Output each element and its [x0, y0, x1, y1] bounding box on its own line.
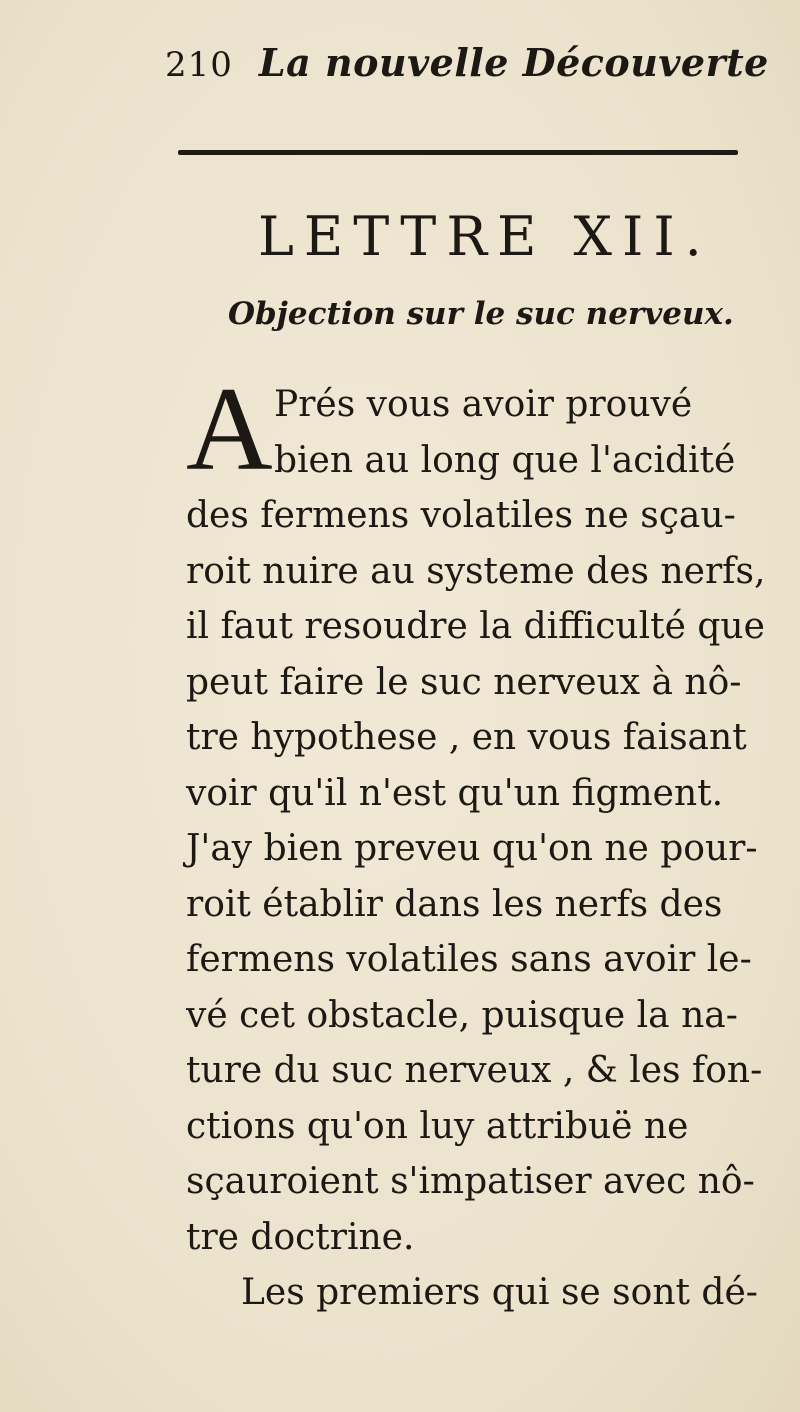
text-line: bien au long que l'acidité: [274, 439, 736, 481]
text-line: voir qu'il n'est qu'un figment.: [186, 772, 724, 814]
text-line: peut faire le suc nerveux à nô-: [186, 661, 742, 703]
text-line: vé cet obstacle, puisque la na-: [186, 994, 738, 1036]
text-line: roit nuire au systeme des nerfs,: [186, 550, 766, 592]
running-head: [165, 40, 769, 100]
header-rule: [178, 150, 738, 155]
page-number: 210: [165, 45, 233, 85]
drop-cap: A: [186, 362, 273, 495]
body-text: [186, 377, 786, 1321]
text-line: fermens volatiles sans avoir le-: [186, 939, 752, 980]
text-line: tre hypothese , en vous faisant: [186, 717, 747, 758]
text-line: ctions qu'on luy attribuë ne: [186, 1105, 689, 1147]
text-line: roit établir dans les nerfs des: [186, 883, 723, 925]
text-line: tre doctrine.: [186, 1216, 415, 1258]
running-title: La nouvelle Découverte: [258, 40, 769, 85]
text-line: ture du suc nerveux , & les fon-: [186, 1050, 763, 1091]
chapter-subtitle: Objection sur le suc nerveux.: [228, 296, 734, 332]
text-line: il faut resoudre la difficulté que: [186, 606, 765, 647]
text-line: J'ay bien preveu qu'on ne pour-: [186, 828, 758, 869]
text-line: Prés vous avoir prouvé: [274, 384, 693, 425]
text-line: des fermens volatiles ne sçau-: [186, 495, 736, 536]
text-line: Les premiers qui se sont dé-: [241, 1272, 758, 1313]
chapter-heading: LETTRE XII.: [258, 205, 712, 268]
text-line: sçauroient s'impatiser avec nô-: [186, 1161, 755, 1202]
